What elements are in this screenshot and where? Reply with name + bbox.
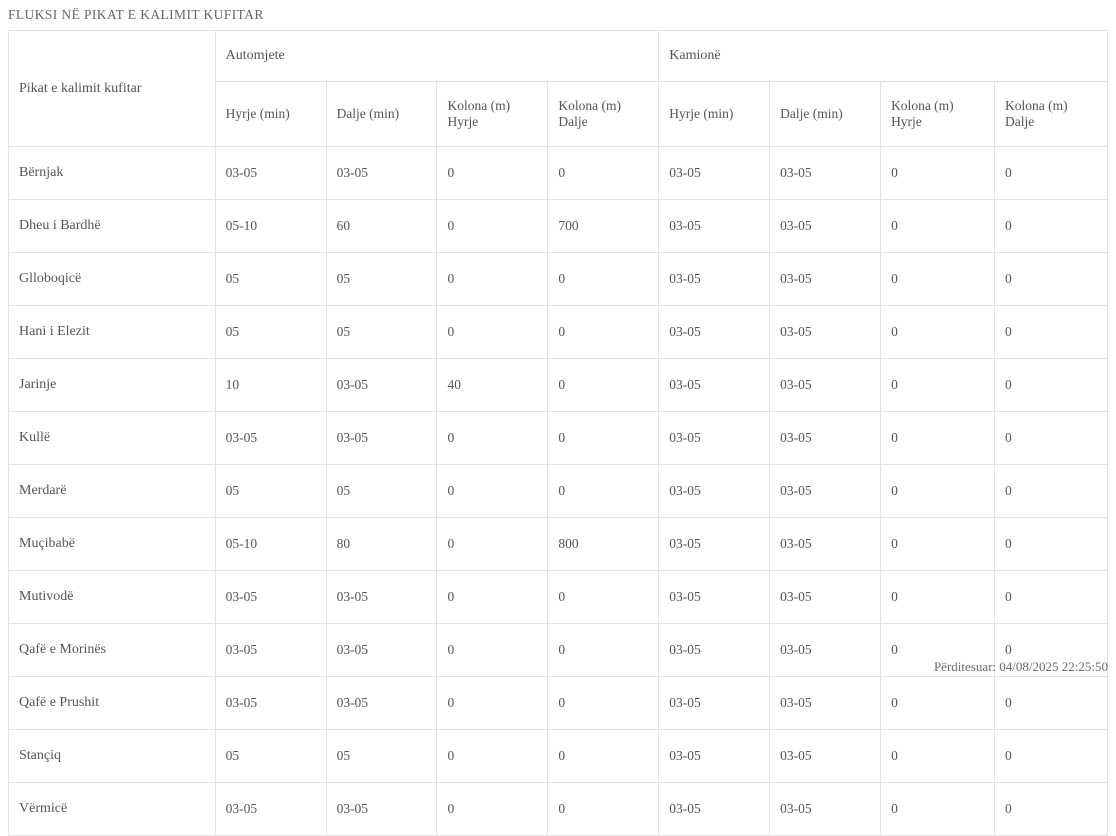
cell-kamione-dalje: 03-05 [770,412,881,465]
row-name: Merdarë [9,465,216,518]
cell-kamione-hyrje: 03-05 [659,253,770,306]
cell-kamione-kolona-hyrje: 0 [881,571,995,624]
cell-kamione-kolona-hyrje: 0 [881,518,995,571]
cell-kamione-hyrje: 03-05 [659,783,770,836]
header-automjete-dalje [326,82,437,147]
cell-automjete-dalje: 03-05 [326,783,437,836]
border-crossing-flux-table [8,30,1108,836]
cell-kamione-hyrje: 03-05 [659,412,770,465]
table-head [9,31,1108,147]
cell-kamione-dalje: 03-05 [770,518,881,571]
cell-kamione-hyrje: 03-05 [659,306,770,359]
cell-kamione-dalje: 03-05 [770,677,881,730]
cell-kamione-kolona-hyrje: 0 [881,677,995,730]
cell-kamione-dalje: 03-05 [770,624,881,677]
cell-kamione-kolona-dalje: 0 [994,306,1107,359]
cell-kamione-kolona-hyrje: 0 [881,730,995,783]
table-row [9,518,1108,571]
cell-kamione-kolona-dalje: 0 [994,465,1107,518]
header-line1: Kolona (m) [558,98,621,113]
cell-kamione-dalje: 03-05 [770,571,881,624]
cell-kamione-kolona-dalje: 0 [994,624,1107,677]
cell-kamione-dalje: 03-05 [770,253,881,306]
header-kamione-hyrje [659,82,770,147]
cell-kamione-kolona-dalje: 0 [994,518,1107,571]
header-line1: Kolona (m) [1004,98,1068,113]
row-name: Mutivodë [9,571,216,624]
cell-automjete-kolona-dalje: 0 [548,677,659,730]
header-line1: Dalje (min) [336,106,400,121]
header-line1: Dalje (min) [780,106,843,121]
cell-automjete-kolona-hyrje: 0 [437,147,548,200]
row-name: Muçibabë [9,518,216,571]
cell-automjete-hyrje: 05-10 [215,518,326,571]
cell-kamione-kolona-dalje: 0 [994,677,1107,730]
cell-kamione-hyrje: 03-05 [659,730,770,783]
cell-kamione-kolona-hyrje: 0 [881,465,995,518]
cell-kamione-dalje: 03-05 [770,306,881,359]
cell-automjete-dalje: 60 [326,200,437,253]
header-automjete-kolona-dalje [548,82,659,147]
table-row [9,730,1108,783]
cell-kamione-hyrje: 03-05 [659,677,770,730]
header-group-kamione: Kamionë [659,31,1108,82]
cell-kamione-kolona-dalje: 0 [994,147,1107,200]
cell-automjete-kolona-dalje: 0 [548,730,659,783]
cell-automjete-kolona-dalje: 0 [548,412,659,465]
table-header-group-row [9,31,1108,82]
cell-automjete-dalje: 03-05 [326,677,437,730]
row-name: Jarinje [9,359,216,412]
cell-kamione-hyrje: 03-05 [659,571,770,624]
cell-automjete-dalje: 05 [326,465,437,518]
cell-kamione-kolona-hyrje: 0 [881,200,995,253]
cell-automjete-hyrje: 05-10 [215,200,326,253]
cell-automjete-hyrje: 03-05 [215,412,326,465]
table-row [9,147,1108,200]
row-name: Qafë e Prushit [9,677,216,730]
cell-kamione-kolona-hyrje: 0 [881,783,995,836]
cell-automjete-kolona-dalje: 0 [548,465,659,518]
cell-automjete-kolona-hyrje: 0 [437,412,548,465]
cell-kamione-kolona-dalje: 0 [994,200,1107,253]
cell-automjete-kolona-hyrje: 0 [437,624,548,677]
cell-automjete-kolona-dalje: 0 [548,306,659,359]
cell-kamione-kolona-hyrje: 0 [881,624,995,677]
header-automjete-kolona-hyrje [437,82,548,147]
cell-automjete-hyrje: 05 [215,465,326,518]
cell-automjete-dalje: 03-05 [326,624,437,677]
header-line2: Dalje [558,114,588,129]
cell-automjete-hyrje: 10 [215,359,326,412]
cell-kamione-dalje: 03-05 [770,783,881,836]
cell-kamione-kolona-dalje: 0 [994,730,1107,783]
cell-kamione-kolona-dalje: 0 [994,359,1107,412]
cell-kamione-hyrje: 03-05 [659,200,770,253]
cell-kamione-kolona-hyrje: 0 [881,306,995,359]
table-body [9,147,1108,836]
cell-kamione-kolona-hyrje: 0 [881,147,995,200]
cell-automjete-dalje: 03-05 [326,147,437,200]
header-line1: Kolona (m) [891,98,954,113]
cell-automjete-hyrje: 03-05 [215,147,326,200]
cell-kamione-kolona-hyrje: 0 [881,253,995,306]
row-name: Glloboqicë [9,253,216,306]
table-row [9,412,1108,465]
cell-kamione-dalje: 03-05 [770,147,881,200]
cell-automjete-kolona-dalje: 0 [548,359,659,412]
cell-automjete-kolona-hyrje: 0 [437,783,548,836]
last-updated-text: Përditesuar: 04/08/2025 22:25:50 [933,659,1108,674]
cell-kamione-dalje: 03-05 [770,730,881,783]
cell-automjete-kolona-dalje: 700 [548,200,659,253]
cell-automjete-kolona-dalje: 0 [548,624,659,677]
table-row [9,306,1108,359]
cell-automjete-hyrje: 03-05 [215,571,326,624]
header-line1: Hyrje (min) [225,106,290,121]
header-row-label: Pikat e kalimit kufitar [9,31,216,147]
cell-automjete-kolona-hyrje: 0 [437,200,548,253]
row-name: Qafë e Morinës [9,624,216,677]
cell-automjete-kolona-hyrje: 0 [437,306,548,359]
header-line1: Kolona (m) [447,98,511,113]
header-kamione-dalje [770,82,881,147]
header-line2: Dalje [1004,114,1035,129]
cell-automjete-dalje: 05 [326,730,437,783]
table-row [9,359,1108,412]
cell-kamione-hyrje: 03-05 [659,465,770,518]
cell-kamione-kolona-dalje: 0 [994,783,1107,836]
cell-automjete-kolona-hyrje: 0 [437,518,548,571]
row-name: Bërnjak [9,147,216,200]
cell-automjete-kolona-hyrje: 0 [437,253,548,306]
cell-automjete-dalje: 03-05 [326,359,437,412]
cell-kamione-hyrje: 03-05 [659,359,770,412]
cell-automjete-dalje: 05 [326,306,437,359]
cell-kamione-kolona-hyrje: 0 [881,359,995,412]
header-kamione-kolona-hyrje [881,82,995,147]
cell-automjete-kolona-dalje: 0 [548,571,659,624]
cell-kamione-hyrje: 03-05 [659,624,770,677]
cell-automjete-kolona-dalje: 0 [548,253,659,306]
header-line1: Hyrje (min) [669,106,734,121]
cell-kamione-dalje: 03-05 [770,465,881,518]
cell-kamione-hyrje: 03-05 [659,518,770,571]
cell-kamione-kolona-dalje: 0 [994,253,1107,306]
row-name: Dheu i Bardhë [9,200,216,253]
cell-automjete-kolona-hyrje: 0 [437,730,548,783]
cell-automjete-hyrje: 03-05 [215,677,326,730]
cell-automjete-hyrje: 05 [215,306,326,359]
cell-automjete-dalje: 80 [326,518,437,571]
cell-automjete-dalje: 03-05 [326,571,437,624]
cell-automjete-kolona-hyrje: 0 [437,465,548,518]
cell-automjete-kolona-dalje: 0 [548,783,659,836]
table-row [9,677,1108,730]
row-name: Kullë [9,412,216,465]
cell-automjete-kolona-hyrje: 0 [437,571,548,624]
cell-kamione-dalje: 03-05 [770,200,881,253]
row-name: Vërmicë [9,783,216,836]
header-kamione-kolona-dalje [994,82,1107,147]
cell-kamione-hyrje: 03-05 [659,147,770,200]
cell-kamione-dalje: 03-05 [770,359,881,412]
cell-automjete-dalje: 05 [326,253,437,306]
cell-kamione-kolona-dalje: 0 [994,412,1107,465]
header-line2: Hyrje [891,114,922,129]
table-row [9,465,1108,518]
cell-automjete-hyrje: 03-05 [215,783,326,836]
cell-kamione-kolona-hyrje: 0 [881,412,995,465]
cell-automjete-kolona-dalje: 800 [548,518,659,571]
page-title: FLUKSI NË PIKAT E KALIMIT KUFITAR [8,7,264,22]
cell-automjete-hyrje: 05 [215,730,326,783]
table-row [9,253,1108,306]
header-automjete-hyrje [215,82,326,147]
cell-automjete-kolona-hyrje: 0 [437,677,548,730]
table-row [9,200,1108,253]
header-line2: Hyrje [447,114,479,129]
table-row [9,783,1108,836]
cell-kamione-kolona-dalje: 0 [994,571,1107,624]
cell-automjete-kolona-hyrje: 40 [437,359,548,412]
cell-automjete-hyrje: 05 [215,253,326,306]
cell-automjete-hyrje: 03-05 [215,624,326,677]
table-row [9,571,1108,624]
row-name: Stançiq [9,730,216,783]
row-name: Hani i Elezit [9,306,216,359]
cell-automjete-dalje: 03-05 [326,412,437,465]
cell-automjete-kolona-dalje: 0 [548,147,659,200]
header-group-automjete: Automjete [215,31,659,82]
